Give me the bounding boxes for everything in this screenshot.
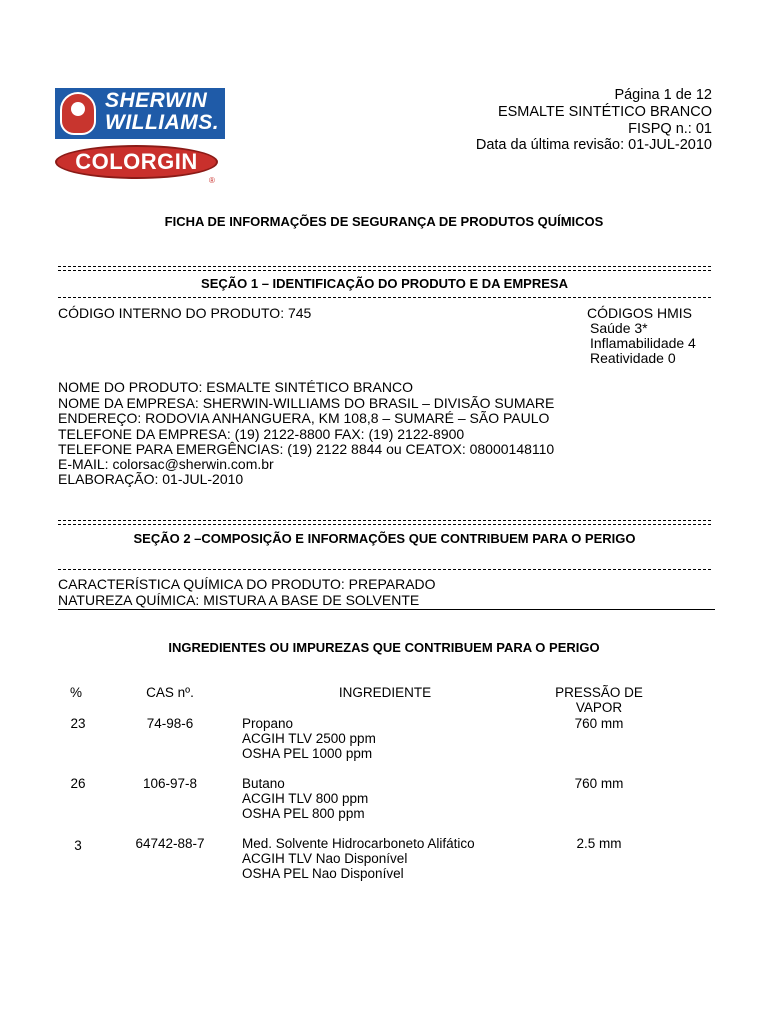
hmis-flammability: Inflamabilidade 4 xyxy=(590,335,696,351)
hmis-reactivity: Reatividade 0 xyxy=(590,350,676,366)
section-divider xyxy=(58,297,711,298)
row-percent: 3 xyxy=(74,838,82,853)
fispq-number: FISPQ n.: 01 xyxy=(628,121,712,137)
section-1-title: SEÇÃO 1 – IDENTIFICAÇÃO DO PRODUTO E DA EMPRESA xyxy=(201,276,568,291)
row-cas: 64742-88-7 xyxy=(135,836,205,851)
row-acgih-tlv: ACGIH TLV 800 ppm xyxy=(242,791,369,806)
section-2-title: SEÇÃO 2 –COMPOSIÇÃO E INFORMAÇÕES QUE CONTRIBUEM PARA O PERIGO xyxy=(133,531,636,546)
row-cas: 74-98-6 xyxy=(146,716,194,731)
ingredients-title: INGREDIENTES OU IMPUREZAS QUE CONTRIBUEM PARA O PERIGO xyxy=(168,640,600,655)
sherwin-williams-wordmark: SHERWIN WILLIAMS. xyxy=(105,89,220,134)
row-ingredient-name: Propano xyxy=(242,716,294,731)
row-percent: 26 xyxy=(70,776,86,791)
row-acgih-tlv: ACGIH TLV Nao Disponível xyxy=(242,851,408,866)
company-address: ENDEREÇO: RODOVIA ANHANGUERA, KM 108,8 – SUMARÉ – SÃO PAULO xyxy=(58,410,550,426)
row-cas: 106-97-8 xyxy=(142,776,198,791)
company-name: NOME DA EMPRESA: SHERWIN-WILLIAMS DO BRASIL – DIVISÃO SUMARE xyxy=(58,395,555,411)
header-product-name: ESMALTE SINTÉTICO BRANCO xyxy=(497,104,712,120)
document-title: FICHA DE INFORMAÇÕES DE SEGURANÇA DE PRODUTOS QUÍMICOS xyxy=(164,214,604,229)
row-vapor-pressure: 760 mm xyxy=(574,776,624,791)
section-separator xyxy=(58,266,711,271)
row-osha-pel: OSHA PEL Nao Disponível xyxy=(242,866,404,881)
row-acgih-tlv: ACGIH TLV 2500 ppm xyxy=(242,731,376,746)
row-ingredient-name: Butano xyxy=(242,776,285,791)
chemical-characteristic: CARACTERÍSTICA QUÍMICA DO PRODUTO: PREPARADO xyxy=(58,576,436,592)
section-underline xyxy=(58,609,715,610)
revision-date: Data da última revisão: 01-JUL-2010 xyxy=(475,137,712,153)
row-ingredient-name: Med. Solvente Hidrocarboneto Alifático xyxy=(242,836,475,851)
column-header-ingredient: INGREDIENTE xyxy=(338,685,432,700)
emergency-phone: TELEFONE PARA EMERGÊNCIAS: (19) 2122 8844 ou CEATOX: 08000148110 xyxy=(58,441,555,457)
section-separator xyxy=(58,520,711,525)
elaboration-date: ELABORAÇÃO: 01-JUL-2010 xyxy=(58,471,244,487)
row-percent: 23 xyxy=(70,716,86,731)
page-number: Página 1 de 12 xyxy=(614,87,712,103)
column-header-percent: % xyxy=(69,685,82,700)
cover-the-earth-emblem-icon xyxy=(60,92,96,135)
row-osha-pel: OSHA PEL 1000 ppm xyxy=(242,746,373,761)
table-row xyxy=(0,716,768,764)
registered-mark-icon: ® xyxy=(209,176,215,185)
hmis-health: Saúde 3* xyxy=(590,320,648,336)
table-row xyxy=(0,836,768,884)
row-vapor-pressure: 760 mm xyxy=(574,716,624,731)
product-name: NOME DO PRODUTO: ESMALTE SINTÉTICO BRANCO xyxy=(58,379,413,395)
company-phone: TELEFONE DA EMPRESA: (19) 2122-8800 FAX: (19) 2122-8900 xyxy=(58,426,465,442)
company-email: E-MAIL: colorsac@sherwin.com.br xyxy=(58,456,274,472)
column-header-vapor-pressure: PRESSÃO DE VAPOR xyxy=(555,685,643,715)
column-header-cas: CAS nº. xyxy=(146,685,194,700)
colorgin-logo: COLORGIN xyxy=(55,145,218,179)
table-row xyxy=(0,776,768,824)
hmis-codes-title: CÓDIGOS HMIS xyxy=(587,305,693,321)
sherwin-williams-logo xyxy=(55,88,225,139)
row-vapor-pressure: 2.5 mm xyxy=(576,836,622,851)
chemical-nature: NATUREZA QUÍMICA: MISTURA A BASE DE SOLVENTE xyxy=(58,592,420,608)
row-osha-pel: OSHA PEL 800 ppm xyxy=(242,806,365,821)
internal-product-code: CÓDIGO INTERNO DO PRODUTO: 745 xyxy=(58,305,312,321)
section-divider xyxy=(58,569,711,570)
